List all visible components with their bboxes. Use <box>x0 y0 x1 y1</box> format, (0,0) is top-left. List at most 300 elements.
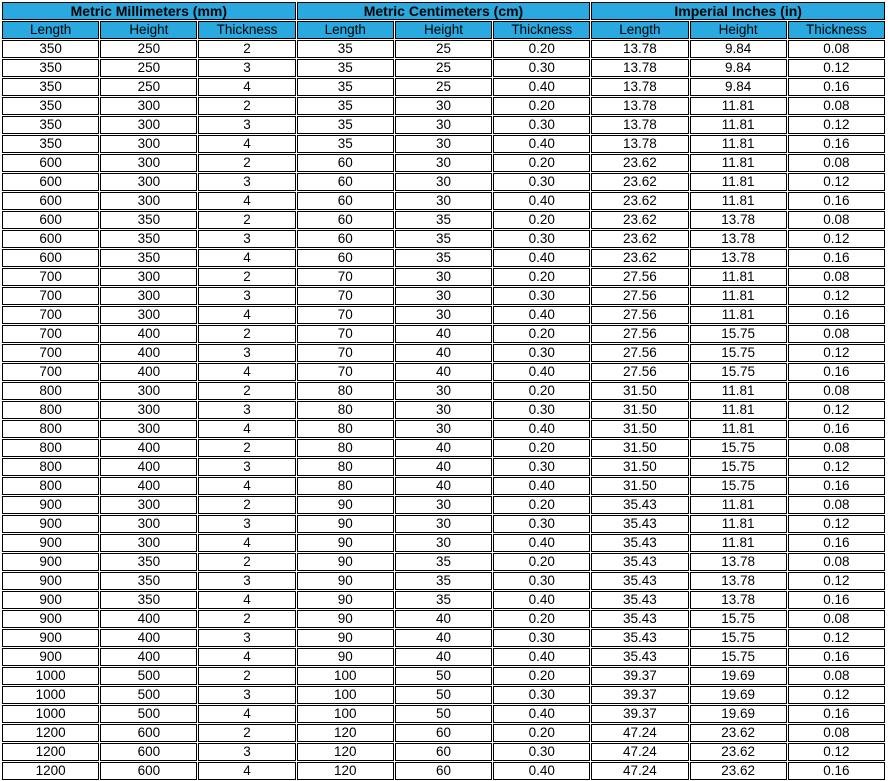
cell: 0.16 <box>788 306 885 324</box>
table-row <box>2 268 885 286</box>
cell: 11.81 <box>690 287 787 305</box>
cell: 4 <box>198 420 295 438</box>
cell: 35 <box>395 211 492 229</box>
cell: 0.12 <box>788 572 885 590</box>
cell: 350 <box>100 211 197 229</box>
cell: 35.43 <box>591 572 688 590</box>
cell: 30 <box>395 534 492 552</box>
cell: 1000 <box>2 667 99 685</box>
cell: 11.81 <box>690 382 787 400</box>
cell: 25 <box>395 78 492 96</box>
cell: 35 <box>297 97 394 115</box>
cell: 35 <box>395 230 492 248</box>
cell: 4 <box>198 705 295 723</box>
cell: 90 <box>297 515 394 533</box>
cell: 3 <box>198 116 295 134</box>
cell: 4 <box>198 249 295 267</box>
cell: 700 <box>2 287 99 305</box>
cell: 15.75 <box>690 344 787 362</box>
cell: 70 <box>297 287 394 305</box>
cell: 0.16 <box>788 648 885 666</box>
cell: 11.81 <box>690 420 787 438</box>
cell: 0.08 <box>788 724 885 742</box>
cell: 11.81 <box>690 135 787 153</box>
cell: 11.81 <box>690 173 787 191</box>
cell: 0.30 <box>493 458 590 476</box>
cell: 0.20 <box>493 439 590 457</box>
cell: 300 <box>100 420 197 438</box>
cell: 3 <box>198 743 295 761</box>
cell: 400 <box>100 648 197 666</box>
cell: 0.30 <box>493 116 590 134</box>
cell: 0.40 <box>493 249 590 267</box>
cell: 4 <box>198 648 295 666</box>
cell: 0.16 <box>788 591 885 609</box>
cell: 11.81 <box>690 496 787 514</box>
cell: 40 <box>395 648 492 666</box>
cell: 40 <box>395 325 492 343</box>
cell: 0.08 <box>788 40 885 58</box>
cell: 900 <box>2 648 99 666</box>
cell: 35 <box>297 40 394 58</box>
table-row <box>2 553 885 571</box>
cell: 900 <box>2 572 99 590</box>
cell: 900 <box>2 629 99 647</box>
cell: 70 <box>297 344 394 362</box>
cell: 400 <box>100 629 197 647</box>
cell: 120 <box>297 743 394 761</box>
cell: 350 <box>100 230 197 248</box>
cell: 0.12 <box>788 59 885 77</box>
cell: 11.81 <box>690 515 787 533</box>
table-row <box>2 515 885 533</box>
cell: 90 <box>297 610 394 628</box>
table-row <box>2 116 885 134</box>
cell: 0.08 <box>788 439 885 457</box>
cell: 13.78 <box>591 97 688 115</box>
conversion-table <box>1 1 886 781</box>
cell: 350 <box>100 553 197 571</box>
cell: 0.16 <box>788 762 885 780</box>
cell: 30 <box>395 97 492 115</box>
cell: 90 <box>297 572 394 590</box>
cell: 0.30 <box>493 515 590 533</box>
table-row <box>2 686 885 704</box>
table-row <box>2 458 885 476</box>
cell: 60 <box>297 249 394 267</box>
cell: 0.08 <box>788 268 885 286</box>
cell: 3 <box>198 458 295 476</box>
cell: 800 <box>2 477 99 495</box>
cell: 30 <box>395 382 492 400</box>
table-row <box>2 287 885 305</box>
cell: 1200 <box>2 724 99 742</box>
cell: 35 <box>395 249 492 267</box>
table-row <box>2 762 885 780</box>
cell: 35.43 <box>591 515 688 533</box>
cell: 0.16 <box>788 78 885 96</box>
cell: 400 <box>100 344 197 362</box>
cell: 350 <box>2 116 99 134</box>
cell: 0.20 <box>493 667 590 685</box>
cell: 0.40 <box>493 363 590 381</box>
cell: 0.08 <box>788 610 885 628</box>
cell: 0.30 <box>493 686 590 704</box>
table-row <box>2 420 885 438</box>
section-title: Metric Centimeters (cm) <box>297 2 591 20</box>
cell: 400 <box>100 610 197 628</box>
cell: 0.08 <box>788 667 885 685</box>
cell: 300 <box>100 496 197 514</box>
cell: 600 <box>100 724 197 742</box>
cell: 35.43 <box>591 610 688 628</box>
cell: 9.84 <box>690 40 787 58</box>
cell: 120 <box>297 724 394 742</box>
cell: 11.81 <box>690 268 787 286</box>
table-row <box>2 534 885 552</box>
cell: 60 <box>297 211 394 229</box>
cell: 300 <box>100 268 197 286</box>
cell: 13.78 <box>690 249 787 267</box>
table-row <box>2 211 885 229</box>
cell: 47.24 <box>591 743 688 761</box>
cell: 40 <box>395 439 492 457</box>
table-row <box>2 40 885 58</box>
cell: 60 <box>395 724 492 742</box>
cell: 19.69 <box>690 686 787 704</box>
cell: 2 <box>198 553 295 571</box>
cell: 23.62 <box>591 154 688 172</box>
cell: 400 <box>100 477 197 495</box>
table-row <box>2 249 885 267</box>
cell: 13.78 <box>591 78 688 96</box>
cell: 2 <box>198 667 295 685</box>
cell: 70 <box>297 268 394 286</box>
cell: 13.78 <box>690 572 787 590</box>
cell: 2 <box>198 268 295 286</box>
cell: 15.75 <box>690 439 787 457</box>
cell: 60 <box>297 230 394 248</box>
table-row <box>2 439 885 457</box>
cell: 15.75 <box>690 477 787 495</box>
cell: 300 <box>100 154 197 172</box>
cell: 30 <box>395 116 492 134</box>
cell: 15.75 <box>690 363 787 381</box>
cell: 35 <box>395 553 492 571</box>
cell: 90 <box>297 496 394 514</box>
cell: 30 <box>395 135 492 153</box>
cell: 11.81 <box>690 401 787 419</box>
cell: 47.24 <box>591 724 688 742</box>
cell: 0.20 <box>493 268 590 286</box>
cell: 350 <box>2 135 99 153</box>
cell: 0.16 <box>788 249 885 267</box>
cell: 27.56 <box>591 363 688 381</box>
cell: 60 <box>395 762 492 780</box>
table-row <box>2 477 885 495</box>
cell: 0.40 <box>493 306 590 324</box>
cell: 3 <box>198 572 295 590</box>
column-header: Height <box>690 21 787 39</box>
cell: 600 <box>2 173 99 191</box>
cell: 40 <box>395 458 492 476</box>
cell: 39.37 <box>591 705 688 723</box>
cell: 40 <box>395 610 492 628</box>
cell: 25 <box>395 40 492 58</box>
cell: 30 <box>395 268 492 286</box>
cell: 800 <box>2 382 99 400</box>
cell: 900 <box>2 553 99 571</box>
cell: 700 <box>2 344 99 362</box>
cell: 90 <box>297 553 394 571</box>
cell: 31.50 <box>591 477 688 495</box>
cell: 35 <box>395 572 492 590</box>
cell: 4 <box>198 306 295 324</box>
column-header: Length <box>591 21 688 39</box>
cell: 70 <box>297 363 394 381</box>
cell: 35 <box>297 78 394 96</box>
cell: 1200 <box>2 743 99 761</box>
cell: 40 <box>395 629 492 647</box>
cell: 500 <box>100 667 197 685</box>
cell: 30 <box>395 496 492 514</box>
cell: 0.30 <box>493 743 590 761</box>
table-row <box>2 230 885 248</box>
column-header: Thickness <box>198 21 295 39</box>
cell: 0.08 <box>788 97 885 115</box>
cell: 50 <box>395 667 492 685</box>
cell: 0.16 <box>788 420 885 438</box>
table-row <box>2 97 885 115</box>
cell: 300 <box>100 306 197 324</box>
cell: 2 <box>198 496 295 514</box>
cell: 9.84 <box>690 78 787 96</box>
cell: 15.75 <box>690 648 787 666</box>
cell: 3 <box>198 287 295 305</box>
cell: 600 <box>2 249 99 267</box>
cell: 31.50 <box>591 382 688 400</box>
cell: 0.30 <box>493 344 590 362</box>
cell: 23.62 <box>690 724 787 742</box>
cell: 35.43 <box>591 629 688 647</box>
cell: 15.75 <box>690 458 787 476</box>
cell: 300 <box>100 382 197 400</box>
cell: 350 <box>100 591 197 609</box>
cell: 350 <box>100 572 197 590</box>
cell: 80 <box>297 458 394 476</box>
cell: 0.20 <box>493 553 590 571</box>
cell: 30 <box>395 420 492 438</box>
column-header: Thickness <box>788 21 885 39</box>
table-row <box>2 591 885 609</box>
cell: 31.50 <box>591 420 688 438</box>
cell: 300 <box>100 97 197 115</box>
table-row <box>2 192 885 210</box>
cell: 0.40 <box>493 78 590 96</box>
cell: 0.20 <box>493 154 590 172</box>
cell: 2 <box>198 382 295 400</box>
cell: 4 <box>198 762 295 780</box>
cell: 13.78 <box>690 211 787 229</box>
cell: 4 <box>198 192 295 210</box>
cell: 3 <box>198 401 295 419</box>
cell: 23.62 <box>690 743 787 761</box>
cell: 0.16 <box>788 534 885 552</box>
table-row <box>2 401 885 419</box>
cell: 900 <box>2 496 99 514</box>
cell: 3 <box>198 230 295 248</box>
cell: 700 <box>2 363 99 381</box>
cell: 35.43 <box>591 648 688 666</box>
cell: 0.08 <box>788 496 885 514</box>
cell: 80 <box>297 439 394 457</box>
cell: 50 <box>395 686 492 704</box>
table-row <box>2 667 885 685</box>
cell: 31.50 <box>591 439 688 457</box>
cell: 30 <box>395 515 492 533</box>
cell: 0.08 <box>788 325 885 343</box>
cell: 90 <box>297 629 394 647</box>
cell: 3 <box>198 629 295 647</box>
cell: 2 <box>198 610 295 628</box>
cell: 400 <box>100 363 197 381</box>
cell: 60 <box>297 173 394 191</box>
cell: 600 <box>2 230 99 248</box>
cell: 0.08 <box>788 211 885 229</box>
cell: 400 <box>100 325 197 343</box>
cell: 35.43 <box>591 553 688 571</box>
cell: 3 <box>198 686 295 704</box>
cell: 11.81 <box>690 116 787 134</box>
cell: 2 <box>198 724 295 742</box>
cell: 3 <box>198 59 295 77</box>
cell: 500 <box>100 686 197 704</box>
section-title: Metric Millimeters (mm) <box>2 2 296 20</box>
cell: 11.81 <box>690 97 787 115</box>
cell: 1000 <box>2 686 99 704</box>
column-header: Length <box>297 21 394 39</box>
cell: 350 <box>2 97 99 115</box>
cell: 35.43 <box>591 591 688 609</box>
table-row <box>2 135 885 153</box>
cell: 300 <box>100 192 197 210</box>
cell: 900 <box>2 534 99 552</box>
cell: 39.37 <box>591 667 688 685</box>
cell: 0.12 <box>788 743 885 761</box>
cell: 0.12 <box>788 629 885 647</box>
cell: 250 <box>100 40 197 58</box>
cell: 13.78 <box>690 553 787 571</box>
cell: 300 <box>100 287 197 305</box>
table-body <box>2 40 885 780</box>
cell: 800 <box>2 458 99 476</box>
cell: 100 <box>297 667 394 685</box>
cell: 0.12 <box>788 515 885 533</box>
table-row <box>2 629 885 647</box>
table-row <box>2 610 885 628</box>
cell: 23.62 <box>591 173 688 191</box>
cell: 600 <box>2 192 99 210</box>
cell: 0.40 <box>493 420 590 438</box>
cell: 0.30 <box>493 287 590 305</box>
table-row <box>2 306 885 324</box>
cell: 800 <box>2 401 99 419</box>
cell: 35 <box>297 59 394 77</box>
cell: 600 <box>100 743 197 761</box>
cell: 0.40 <box>493 534 590 552</box>
column-header: Thickness <box>493 21 590 39</box>
cell: 27.56 <box>591 306 688 324</box>
cell: 80 <box>297 477 394 495</box>
cell: 19.69 <box>690 705 787 723</box>
cell: 500 <box>100 705 197 723</box>
cell: 35.43 <box>591 496 688 514</box>
cell: 23.62 <box>591 192 688 210</box>
cell: 3 <box>198 173 295 191</box>
cell: 2 <box>198 154 295 172</box>
cell: 40 <box>395 344 492 362</box>
cell: 0.12 <box>788 458 885 476</box>
cell: 300 <box>100 534 197 552</box>
cell: 4 <box>198 591 295 609</box>
cell: 300 <box>100 173 197 191</box>
cell: 27.56 <box>591 325 688 343</box>
cell: 0.12 <box>788 287 885 305</box>
cell: 2 <box>198 40 295 58</box>
cell: 19.69 <box>690 667 787 685</box>
cell: 2 <box>198 97 295 115</box>
cell: 90 <box>297 648 394 666</box>
cell: 0.16 <box>788 705 885 723</box>
cell: 30 <box>395 173 492 191</box>
cell: 0.08 <box>788 154 885 172</box>
cell: 30 <box>395 401 492 419</box>
cell: 35 <box>395 591 492 609</box>
column-header-row <box>2 21 885 39</box>
cell: 0.08 <box>788 553 885 571</box>
cell: 35 <box>297 116 394 134</box>
cell: 100 <box>297 705 394 723</box>
table-row <box>2 648 885 666</box>
cell: 11.81 <box>690 306 787 324</box>
cell: 80 <box>297 382 394 400</box>
cell: 35 <box>297 135 394 153</box>
cell: 0.12 <box>788 173 885 191</box>
cell: 70 <box>297 306 394 324</box>
cell: 1000 <box>2 705 99 723</box>
cell: 600 <box>100 762 197 780</box>
cell: 70 <box>297 325 394 343</box>
table-row <box>2 325 885 343</box>
table-row <box>2 363 885 381</box>
cell: 0.12 <box>788 401 885 419</box>
cell: 0.20 <box>493 97 590 115</box>
cell: 30 <box>395 154 492 172</box>
cell: 0.16 <box>788 363 885 381</box>
cell: 23.62 <box>690 762 787 780</box>
cell: 0.20 <box>493 325 590 343</box>
cell: 3 <box>198 344 295 362</box>
cell: 350 <box>100 249 197 267</box>
cell: 0.20 <box>493 610 590 628</box>
cell: 23.62 <box>591 211 688 229</box>
cell: 27.56 <box>591 287 688 305</box>
cell: 27.56 <box>591 268 688 286</box>
cell: 31.50 <box>591 401 688 419</box>
cell: 0.40 <box>493 135 590 153</box>
cell: 0.40 <box>493 762 590 780</box>
cell: 300 <box>100 401 197 419</box>
